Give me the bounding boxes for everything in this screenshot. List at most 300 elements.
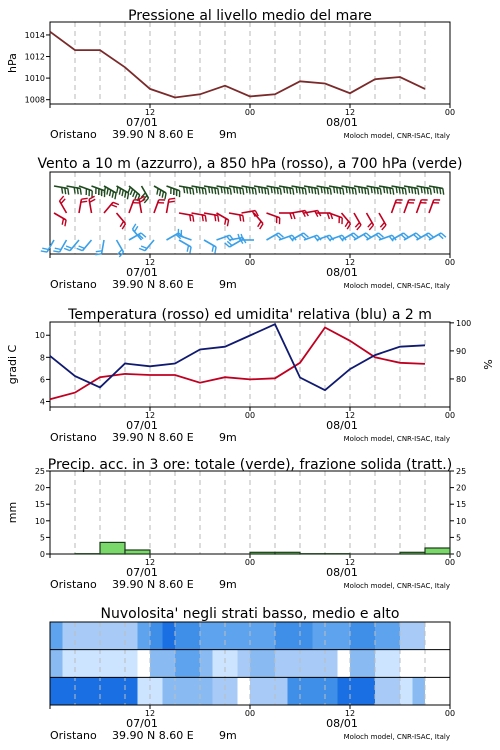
barb-flag (402, 188, 403, 194)
barb-flag (290, 213, 292, 219)
barb-flag (396, 187, 397, 193)
cloud-cell-basso (88, 677, 101, 705)
date-label: 07/01 (126, 116, 158, 129)
barb-flag (443, 188, 444, 194)
barb-flag (252, 188, 253, 194)
barb-flag (165, 193, 166, 199)
barb-flag (418, 188, 419, 194)
barb-flag (365, 188, 366, 194)
barb-flag (66, 246, 72, 248)
station-elevation: 9m (219, 128, 237, 141)
barb-flag (202, 188, 203, 194)
x-tick-label: 12 (344, 558, 356, 567)
barb-flag (96, 251, 102, 252)
cloud-cell-medio (375, 650, 388, 678)
wind-barb-850 (229, 213, 244, 222)
barb-flag (268, 188, 269, 194)
barb-flag (110, 190, 111, 196)
barb-flag (346, 187, 347, 193)
cloud-cell-basso (100, 677, 113, 705)
y-tick-label: 1014 (24, 30, 45, 40)
x-tick-label: 00 (444, 411, 456, 420)
wind-barb-700 (179, 186, 194, 195)
cloud-cell-alto (300, 622, 313, 650)
barb-shaft (54, 213, 66, 220)
barb-flag (130, 189, 132, 195)
barb-flag (74, 187, 75, 193)
barb-flag (79, 246, 85, 248)
barb-flag (187, 246, 188, 252)
y-tick-label-right: 90 (456, 346, 467, 356)
cloud-cell-basso (313, 677, 326, 705)
barb-shaft (254, 186, 268, 188)
barb-shaft (60, 240, 67, 252)
barb-flag (90, 199, 96, 202)
wind-barb-850 (342, 213, 351, 229)
barb-flag (107, 188, 108, 194)
cloud-cell-basso (325, 677, 338, 705)
barb-flag (315, 211, 318, 217)
cloud-cell-basso (388, 677, 401, 705)
barb-flag (249, 187, 250, 193)
cloud-cell-basso (200, 677, 213, 705)
barb-flag (277, 188, 278, 194)
cloud-cell-basso (263, 677, 276, 705)
cloud-cell-basso (125, 677, 138, 705)
y-tick-label: 0 (39, 550, 45, 559)
precip-bar (100, 542, 125, 554)
barb-shaft (92, 186, 105, 191)
wind-barb-10m (204, 240, 216, 253)
barb-flag (41, 251, 47, 252)
cloud-cell-basso (150, 677, 163, 705)
date-label: 07/01 (126, 717, 158, 730)
barb-shaft (254, 213, 263, 224)
cloud-cell-medio (100, 650, 113, 678)
date-label: 08/01 (326, 266, 358, 279)
station-name: Oristano (50, 578, 97, 591)
cloud-cell-medio (163, 650, 176, 678)
barb-flag (139, 248, 145, 250)
wind-barb-850 (379, 213, 386, 230)
panel-title: Precip. acc. in 3 ore: totale (verde), frazione solida (tratt.) (47, 457, 453, 473)
wind-barb-700 (128, 186, 140, 201)
barb-flag (64, 248, 70, 250)
barb-flag (405, 188, 406, 194)
barb-flag (434, 187, 435, 193)
barb-flag (199, 187, 200, 193)
cloud-cell-alto (213, 622, 226, 650)
cloud-cell-medio (88, 650, 101, 678)
barb-flag (260, 224, 263, 229)
cloud-cell-medio (225, 650, 238, 678)
barb-flag (117, 187, 118, 193)
barb-shaft (192, 186, 206, 188)
barb-shaft (379, 186, 393, 188)
wind-barb-850 (129, 200, 140, 213)
barb-flag (309, 187, 310, 193)
x-tick-label: 00 (444, 108, 456, 117)
barb-flag (112, 192, 113, 198)
precip-bar (425, 548, 450, 554)
y-tick-label: 1012 (24, 52, 45, 62)
cloud-cell-basso (175, 677, 188, 705)
cloud-cell-alto (175, 622, 188, 650)
barb-shaft (354, 186, 368, 188)
barb-shaft (229, 186, 243, 188)
barb-flag (352, 188, 353, 194)
cloud-cell-basso (238, 677, 251, 705)
y-tick-label: 1008 (24, 95, 45, 105)
cloud-cell-medio (113, 650, 126, 678)
station-coords: 39.90 N 8.60 E (112, 578, 194, 591)
model-credit: Moloch model, CNR-ISAC, Italy (343, 282, 450, 290)
x-tick-label: 00 (244, 709, 256, 718)
panel-5 (50, 606, 455, 742)
barb-shaft (129, 200, 134, 213)
wind-barb-850 (79, 198, 88, 213)
date-label: 08/01 (326, 717, 358, 730)
wind-barb-700 (104, 186, 116, 199)
barb-shaft (292, 186, 306, 188)
pressure-line (50, 32, 425, 98)
barb-shaft (367, 213, 374, 225)
barb-flag (80, 188, 81, 194)
cloud-cell-medio (188, 650, 201, 678)
cloud-cell-alto (388, 622, 401, 650)
cloud-cell-alto (150, 622, 163, 650)
station-name: Oristano (50, 278, 97, 291)
cloud-cell-alto (188, 622, 201, 650)
barb-flag (95, 254, 101, 255)
barb-flag (215, 215, 216, 221)
barb-flag (393, 188, 394, 194)
barb-flag (427, 188, 428, 194)
cloud-cell-basso (338, 677, 351, 705)
barb-flag (221, 187, 222, 193)
barb-flag (157, 188, 158, 194)
barb-shaft (392, 200, 397, 213)
barb-flag (302, 211, 305, 217)
barb-flag (421, 187, 422, 193)
barb-flag (330, 188, 331, 194)
barb-flag (162, 192, 163, 198)
barb-flag (65, 220, 66, 226)
station-elevation: 9m (219, 278, 237, 291)
barb-shaft (204, 240, 216, 247)
barb-flag (290, 188, 291, 194)
barb-shaft (367, 186, 381, 188)
cloud-cell-basso (63, 677, 76, 705)
cloud-cell-alto (350, 622, 363, 650)
barb-flag (184, 187, 185, 193)
wind-barb-850 (267, 213, 280, 224)
cloud-cell-alto (338, 622, 351, 650)
station-name: Oristano (50, 128, 97, 141)
barb-flag (241, 234, 243, 240)
wind-barb-700 (117, 186, 129, 199)
wind-barb-850 (154, 200, 165, 213)
precip-bar (275, 552, 300, 554)
barb-shaft (117, 240, 124, 252)
barb-flag (160, 190, 161, 196)
barb-shaft (404, 200, 409, 213)
wind-barb-850 (429, 200, 440, 213)
wind-barb-850 (404, 200, 415, 213)
cloud-cell-medio (325, 650, 338, 678)
barb-shaft (317, 186, 331, 188)
barb-flag (230, 188, 231, 194)
barb-flag (324, 187, 325, 193)
date-label: 08/01 (326, 566, 358, 579)
wind-barb-10m (139, 240, 154, 251)
y-tick-label: 10 (34, 331, 45, 341)
barb-flag (355, 188, 356, 194)
barb-flag (81, 201, 87, 202)
barb-flag (321, 187, 322, 193)
wind-barb-10m (225, 240, 242, 247)
cloud-cell-medio (413, 650, 426, 678)
barb-flag (240, 215, 241, 221)
barb-shaft (342, 186, 356, 188)
barb-flag (113, 202, 119, 204)
humidity-line (50, 324, 425, 390)
y-axis-label: hPa (6, 53, 19, 73)
wind-barb-850 (179, 213, 194, 222)
barb-shaft (417, 186, 431, 188)
barb-flag (293, 188, 294, 194)
x-tick-label: 12 (144, 558, 156, 567)
barb-flag (227, 188, 228, 194)
x-tick-label: 00 (444, 709, 456, 718)
barb-shaft (354, 213, 361, 225)
barb-shaft (417, 200, 422, 213)
cloud-cell-basso (188, 677, 201, 705)
barb-shaft (167, 186, 180, 191)
cloud-cell-medio (263, 650, 276, 678)
cloud-cell-alto (363, 622, 376, 650)
wind-barb-10m (429, 233, 446, 240)
cloud-cell-basso (250, 677, 263, 705)
barb-flag (345, 221, 348, 226)
barb-flag (327, 213, 329, 219)
station-coords: 39.90 N 8.60 E (112, 128, 194, 141)
y-tick-label: 5 (39, 533, 45, 543)
panel-title: Vento a 10 m (azzurro), a 850 hPa (rosso), a 700 hPa (verde) (37, 156, 463, 172)
barb-shaft (104, 202, 113, 213)
barb-flag (415, 188, 416, 194)
barb-shaft (83, 240, 92, 251)
wind-barb-700 (92, 186, 105, 197)
barb-flag (334, 187, 335, 193)
barb-flag (209, 187, 210, 193)
cloud-cell-alto (138, 622, 151, 650)
cloud-cell-alto (413, 622, 426, 650)
station-elevation: 9m (219, 431, 237, 444)
y-tick-label: 8 (39, 353, 45, 363)
date-label: 08/01 (326, 419, 358, 432)
barb-flag (193, 215, 194, 221)
y-tick-label: 15 (34, 500, 45, 510)
station-coords: 39.90 N 8.60 E (112, 278, 194, 291)
barb-flag (274, 187, 275, 193)
station-coords: 39.90 N 8.60 E (112, 729, 194, 742)
barb-flag (237, 187, 238, 193)
y-tick-label-right: 5 (456, 533, 462, 543)
cloud-cell-alto (63, 622, 76, 650)
wind-barb-700 (54, 186, 69, 195)
y-tick-label-right: 0 (456, 550, 462, 559)
cloud-cell-alto (238, 622, 251, 650)
barb-flag (312, 187, 313, 193)
barb-flag (215, 188, 216, 194)
cloud-cell-medio (238, 650, 251, 678)
barb-flag (168, 201, 174, 202)
barb-shaft (192, 213, 206, 215)
y-axis-label: gradi C (6, 344, 19, 385)
barb-flag (305, 188, 306, 194)
barb-flag (380, 188, 381, 194)
wind-barb-700 (167, 186, 180, 197)
barb-flag (296, 187, 297, 193)
barb-flag (284, 187, 285, 193)
cloud-cell-basso (400, 677, 413, 705)
barb-flag (368, 188, 369, 194)
barb-shaft (242, 186, 256, 188)
barb-flag (224, 187, 225, 193)
cloud-cell-medio (63, 650, 76, 678)
station-name: Oristano (50, 729, 97, 742)
barb-flag (424, 187, 425, 193)
barb-flag (62, 187, 63, 193)
cloud-cell-medio (400, 650, 413, 678)
wind-barb-850 (54, 213, 66, 226)
cloud-cell-alto (425, 622, 438, 650)
cloud-cell-medio (138, 650, 151, 678)
wind-barb-700 (154, 186, 166, 199)
barb-flag (190, 215, 191, 221)
barb-flag (258, 221, 261, 226)
barb-flag (440, 188, 441, 194)
barb-flag (359, 187, 360, 193)
barb-shaft (304, 186, 318, 188)
x-tick-label: 12 (144, 709, 156, 718)
y-tick-label-right: 100 (456, 318, 472, 328)
wind-barb-10m (238, 234, 254, 240)
y-tick-label: 10 (34, 516, 45, 526)
temperature-line (50, 328, 425, 400)
panel-3 (6, 307, 495, 444)
barb-shaft (179, 186, 193, 188)
barb-flag (234, 187, 235, 193)
barb-flag (135, 193, 137, 199)
barb-shaft (217, 186, 231, 188)
cloud-cell-alto (50, 622, 63, 650)
x-tick-label: 12 (344, 258, 356, 267)
barb-shaft (329, 186, 343, 188)
barb-flag (287, 187, 288, 193)
cloud-cell-basso (300, 677, 313, 705)
x-tick-label: 12 (344, 709, 356, 718)
y-axis-label-right: % (482, 359, 495, 370)
cloud-cell-medio (200, 650, 213, 678)
barb-flag (384, 187, 385, 193)
precip-bar (400, 552, 425, 554)
panel-2 (37, 156, 462, 291)
cloud-cell-alto (325, 622, 338, 650)
barb-flag (202, 215, 203, 221)
barb-flag (77, 248, 83, 250)
wind-barb-850 (417, 200, 428, 213)
barb-flag (409, 187, 410, 193)
cloud-cell-basso (363, 677, 376, 705)
model-credit: Moloch model, CNR-ISAC, Italy (343, 733, 450, 741)
cloud-cell-basso (138, 677, 151, 705)
cloud-cell-medio (288, 650, 301, 678)
panel-4 (6, 457, 466, 591)
cloud-cell-alto (88, 622, 101, 650)
barb-shaft (167, 199, 169, 213)
cloud-cell-medio (338, 650, 351, 678)
cloud-cell-basso (375, 677, 388, 705)
cloud-cell-basso (288, 677, 301, 705)
cloud-cell-medio (175, 650, 188, 678)
cloud-cell-basso (113, 677, 126, 705)
barb-flag (68, 188, 69, 194)
cloud-cell-medio (50, 650, 63, 678)
barb-flag (243, 215, 244, 221)
cloud-cell-medio (125, 650, 138, 678)
barb-flag (141, 246, 147, 248)
y-axis-label: mm (6, 501, 19, 524)
cloud-cell-basso (425, 677, 438, 705)
x-tick-label: 00 (444, 258, 456, 267)
barb-flag (337, 187, 338, 193)
barb-shaft (429, 200, 434, 213)
wind-barb-850 (392, 200, 403, 213)
barb-flag (169, 198, 175, 199)
wind-barb-850 (89, 196, 95, 213)
barb-shaft (133, 229, 142, 240)
barb-flag (271, 187, 272, 193)
barb-shaft (204, 186, 218, 188)
barb-flag (302, 188, 303, 194)
barb-flag (127, 193, 128, 199)
barb-flag (190, 188, 191, 194)
barb-shaft (429, 186, 443, 188)
wind-barb-850 (60, 196, 67, 213)
barb-flag (53, 251, 59, 252)
x-tick-label: 00 (444, 558, 456, 567)
barb-flag (340, 188, 341, 194)
barb-flag (218, 215, 219, 221)
cloud-cell-alto (275, 622, 288, 650)
cloud-cell-basso (50, 677, 63, 705)
x-tick-label: 12 (344, 108, 356, 117)
wind-barb-850 (167, 198, 176, 213)
barb-flag (212, 246, 213, 252)
model-credit: Moloch model, CNR-ISAC, Italy (343, 435, 450, 443)
barb-shaft (267, 186, 281, 188)
cloud-cell-basso (413, 677, 426, 705)
panel-title: Temperatura (rosso) ed umidita' relativa (blu) a 2 m (68, 307, 432, 323)
cloud-cell-medio (300, 650, 313, 678)
barb-flag (193, 188, 194, 194)
barb-flag (246, 187, 247, 193)
barb-flag (218, 188, 219, 194)
cloud-cell-alto (313, 622, 326, 650)
date-label: 07/01 (126, 419, 158, 432)
